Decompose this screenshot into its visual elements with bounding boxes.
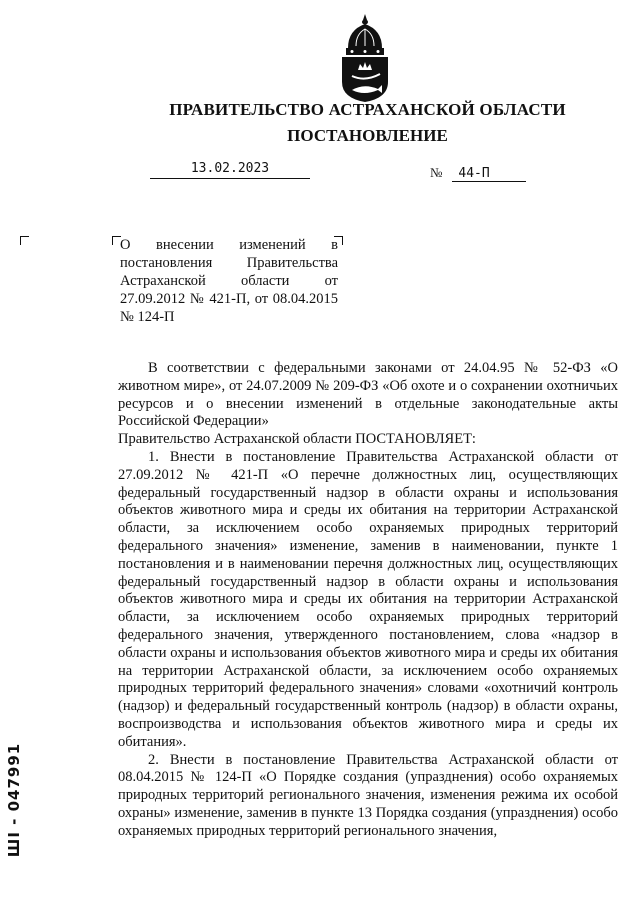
serial-number: ШI - 047991 bbox=[5, 742, 23, 858]
document-type: ПОСТАНОВЛЕНИЕ bbox=[287, 126, 448, 145]
government-title: ПРАВИТЕЛЬСТВО АСТРАХАНСКОЙ ОБЛАСТИ bbox=[169, 100, 566, 119]
resolve-paragraph: Правительство Астраханской области ПОСТАНОВЛЯЕТ: bbox=[118, 431, 476, 448]
side-serial-stamp bbox=[2, 740, 26, 860]
document-body bbox=[118, 360, 618, 841]
item-1-paragraph: 1. Внести в постановление Правительства Астраханской области от 27.09.2012 № 421-П «О перечне должностных лиц, осуществляющих федеральный государственный надзор в области охраны и использования объектов животного мира и среды их обитания на территории Астраханской области, за исключением особо охраняемых природных территорий федерального значения» изменение, заменив в наименовании, пункте 1 постановления и в наименовании перечня должностных лиц, осуществляющих федеральный государственный надзор в области охраны и использования объектов животного мира и среды их обитания на территории Астраханской области, за исключением особо охраняемых природных территорий федерального значения, утвержденного постановлением, слова «надзор в области охраны и использования объектов животного мира и среды их обитания на территории Астраханской области, за исключением особо охраняемых природных территорий федерального значения» словами «охотничий контроль (надзор) и федеральный государственный контроль (надзор) в области охраны, воспроизводства и использования объектов животного мира и среды их обитания». bbox=[118, 448, 618, 750]
document-subject: О внесении изменений в постановления Правительства Астраханской области от 27.09.2012 № 421-П, от 08.04.2015 № 124-П bbox=[120, 237, 338, 325]
astrakhan-coat-of-arms-icon bbox=[334, 12, 396, 104]
item-2-paragraph: 2. Внести в постановление Правительства Астраханской области от 08.04.2015 № 124-П «О Порядке создания (упразднения) особо охраняемых природных территорий регионального значения, изменения режима их особой охраны» изменение, заменив в пункте 13 Порядка создания (упразднения) особо охраняемых природных территорий регионального значения, bbox=[118, 751, 618, 839]
intro-paragraph: В соответствии с федеральными законами от 24.04.95 № 52-ФЗ «О животном мире», от 24.07.2009 № 209-ФЗ «Об охоте и о сохранении охотничьих ресурсов и о внесении изменений в отдельные законодательные акты Российской Федерации» bbox=[118, 360, 618, 430]
document-number-field bbox=[430, 165, 526, 182]
number-sign: № bbox=[430, 165, 443, 180]
document-date: 13.02.2023 bbox=[150, 161, 310, 179]
document-number: 44-П bbox=[452, 166, 526, 182]
subject-corner-mark-left bbox=[20, 236, 29, 245]
